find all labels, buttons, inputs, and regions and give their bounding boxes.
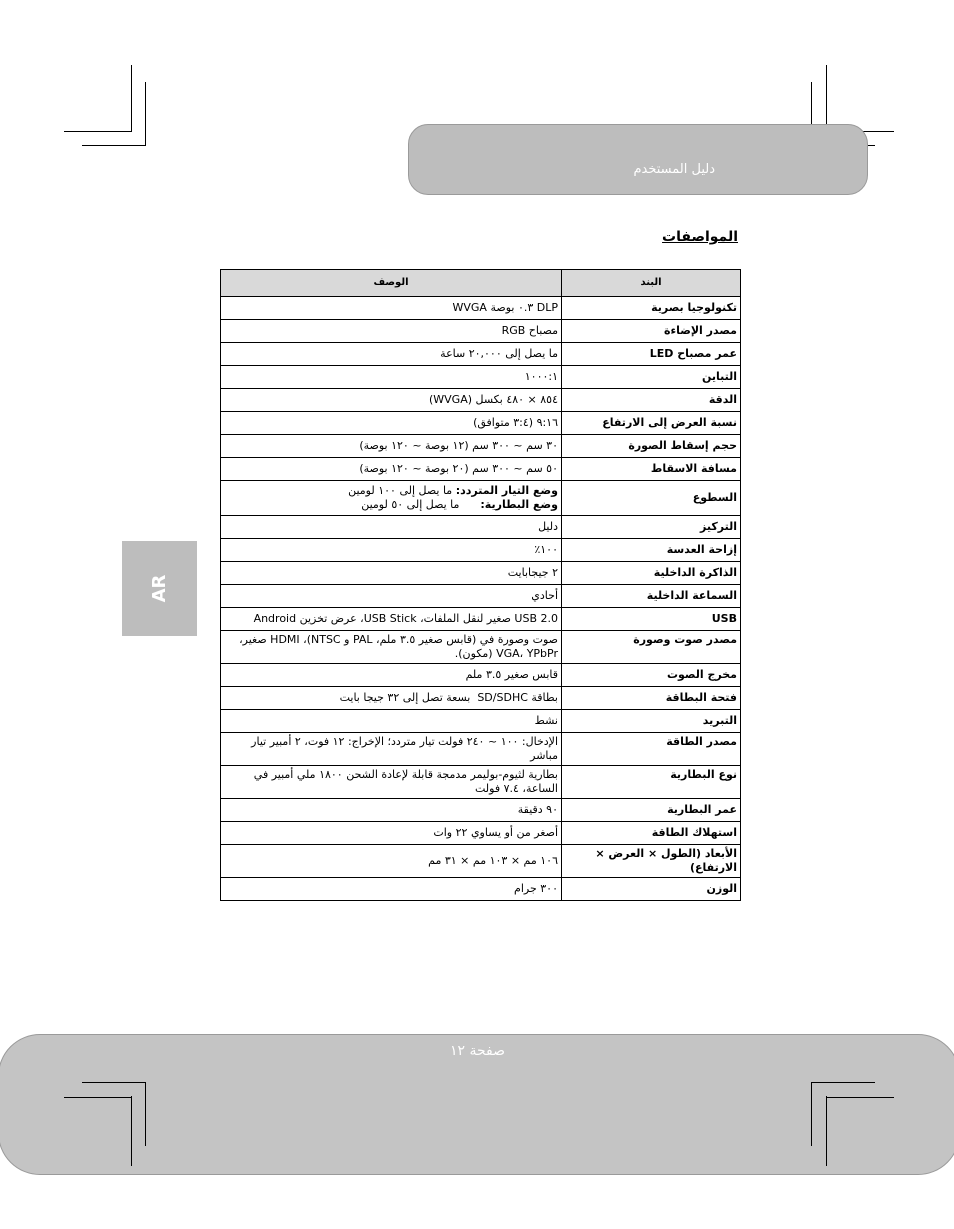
row-desc: أحادي — [221, 585, 562, 608]
crop-mark — [82, 145, 146, 146]
row-desc: ٨٥٤ × ٤٨٠ بكسل (WVGA) — [221, 389, 562, 412]
header-title: دليل المستخدم — [633, 162, 715, 177]
column-header-item: البند — [562, 270, 741, 297]
table-row — [221, 562, 741, 585]
crop-mark — [82, 1082, 146, 1083]
crop-mark — [811, 1082, 875, 1083]
language-tab-label: AR — [149, 574, 170, 603]
row-item: USB — [562, 608, 741, 631]
row-desc: صوت وصورة في (قابس صغير ٣.٥ ملم، PAL و NTSC)، HDMI صغير، VGA، YPbPr (مكون). — [221, 631, 562, 664]
row-desc: بطاقة SD/SDHC بسعة تصل إلى ٣٢ جيجا بايت — [221, 687, 562, 710]
table-row — [221, 733, 741, 766]
row-item: إزاحة العدسة — [562, 539, 741, 562]
column-header-description: الوصف — [221, 270, 562, 297]
table-row — [221, 766, 741, 799]
table-row — [221, 458, 741, 481]
page-number: صفحة ١٢ — [449, 1043, 505, 1059]
brightness-ac-line — [224, 484, 558, 498]
table-row — [221, 435, 741, 458]
language-tab — [122, 541, 197, 636]
brightness-battery-value: ما يصل إلى ٥٠ لومين — [361, 498, 481, 511]
row-item: التركيز — [562, 516, 741, 539]
table-row — [221, 366, 741, 389]
row-item: الأبعاد (الطول × العرض × الارتفاع) — [562, 845, 741, 878]
table-row — [221, 710, 741, 733]
row-item: مخرج الصوت — [562, 664, 741, 687]
row-item: فتحة البطاقة — [562, 687, 741, 710]
row-desc: ١٠٠٪ — [221, 539, 562, 562]
brightness-ac-value: ما يصل إلى ١٠٠ لومين — [348, 484, 456, 497]
row-item: نوع البطارية — [562, 766, 741, 799]
row-item: عمر البطارية — [562, 799, 741, 822]
row-desc: ٣٠٠ جرام — [221, 878, 562, 901]
table-row — [221, 539, 741, 562]
row-item: عمر مصباح LED — [562, 343, 741, 366]
row-item: الدقة — [562, 389, 741, 412]
row-desc: USB 2.0 صغير لنقل الملفات، USB Stick، عرض تخزين Android — [221, 608, 562, 631]
row-desc: بطارية لثيوم-بوليمر مدمجة قابلة لإعادة الشحن ١٨٠٠ ملي أمبير في الساعة، ٧.٤ فولت — [221, 766, 562, 799]
row-desc: ٩٠ دقيقة — [221, 799, 562, 822]
header-bar — [408, 124, 868, 195]
row-desc-brightness — [221, 481, 562, 516]
row-item: السطوع — [562, 481, 741, 516]
row-item: نسبة العرض إلى الارتفاع — [562, 412, 741, 435]
crop-mark — [826, 65, 827, 132]
crop-mark — [64, 131, 132, 132]
row-desc: ٣٠ سم ~ ٣٠٠ سم (١٢ بوصة ~ ١٢٠ بوصة) — [221, 435, 562, 458]
row-item: الوزن — [562, 878, 741, 901]
row-desc: ١٠٦ مم × ١٠٣ مم × ٣١ مم — [221, 845, 562, 878]
crop-mark — [131, 65, 132, 132]
row-desc: ٢ جيجابايت — [221, 562, 562, 585]
crop-mark — [826, 1096, 827, 1166]
brightness-battery-label: وضع البطارية: — [480, 498, 558, 511]
row-desc: الإدخال: ١٠٠ ~ ٢٤٠ فولت تيار متردد؛ الإخراج: ١٢ فوت، ٢ أمبير تيار مباشر — [221, 733, 562, 766]
table-row — [221, 664, 741, 687]
table-row — [221, 608, 741, 631]
row-desc: أصغر من أو يساوي ٢٢ وات — [221, 822, 562, 845]
crop-mark — [145, 1082, 146, 1146]
table-row — [221, 343, 741, 366]
row-item: مصدر الطاقة — [562, 733, 741, 766]
row-desc: قابس صغير ٣.٥ ملم — [221, 664, 562, 687]
row-desc: نشط — [221, 710, 562, 733]
row-item: التباين — [562, 366, 741, 389]
row-item: تكنولوجيا بصرية — [562, 297, 741, 320]
table-row — [221, 799, 741, 822]
table-row — [221, 822, 741, 845]
table-row — [221, 631, 741, 664]
table-row — [221, 845, 741, 878]
row-desc: ٥٠ سم ~ ٣٠٠ سم (٢٠ بوصة ~ ١٢٠ بوصة) — [221, 458, 562, 481]
row-desc: DLP ٠.٣ بوصة WVGA — [221, 297, 562, 320]
crop-mark — [826, 1097, 894, 1098]
table-row — [221, 585, 741, 608]
table-row — [221, 481, 741, 516]
crop-mark — [145, 82, 146, 146]
row-desc: ١٠٠٠:١ — [221, 366, 562, 389]
row-desc: ٩:١٦ (٣:٤ متوافق) — [221, 412, 562, 435]
table-row — [221, 389, 741, 412]
table-row — [221, 878, 741, 901]
section-title: المواصفات — [662, 229, 738, 245]
row-item: التبريد — [562, 710, 741, 733]
table-row — [221, 320, 741, 343]
row-desc: ما يصل إلى ٢٠,٠٠٠ ساعة — [221, 343, 562, 366]
table-header-row — [221, 270, 741, 297]
row-item: استهلاك الطاقة — [562, 822, 741, 845]
row-desc: دليل — [221, 516, 562, 539]
table-row — [221, 687, 741, 710]
brightness-ac-label: وضع التيار المتردد: — [455, 484, 558, 497]
row-item: الذاكرة الداخلية — [562, 562, 741, 585]
row-item: مصدر الإضاءة — [562, 320, 741, 343]
crop-mark — [131, 1096, 132, 1166]
crop-mark — [64, 1097, 132, 1098]
row-item: حجم إسقاط الصورة — [562, 435, 741, 458]
crop-mark — [811, 1082, 812, 1146]
spec-table — [220, 269, 741, 901]
row-desc: مصباح RGB — [221, 320, 562, 343]
table-row — [221, 412, 741, 435]
brightness-battery-line — [224, 498, 558, 512]
row-item: السماعة الداخلية — [562, 585, 741, 608]
row-item: مسافة الاسقاط — [562, 458, 741, 481]
table-row — [221, 297, 741, 320]
row-item: مصدر صوت وصورة — [562, 631, 741, 664]
table-row — [221, 516, 741, 539]
